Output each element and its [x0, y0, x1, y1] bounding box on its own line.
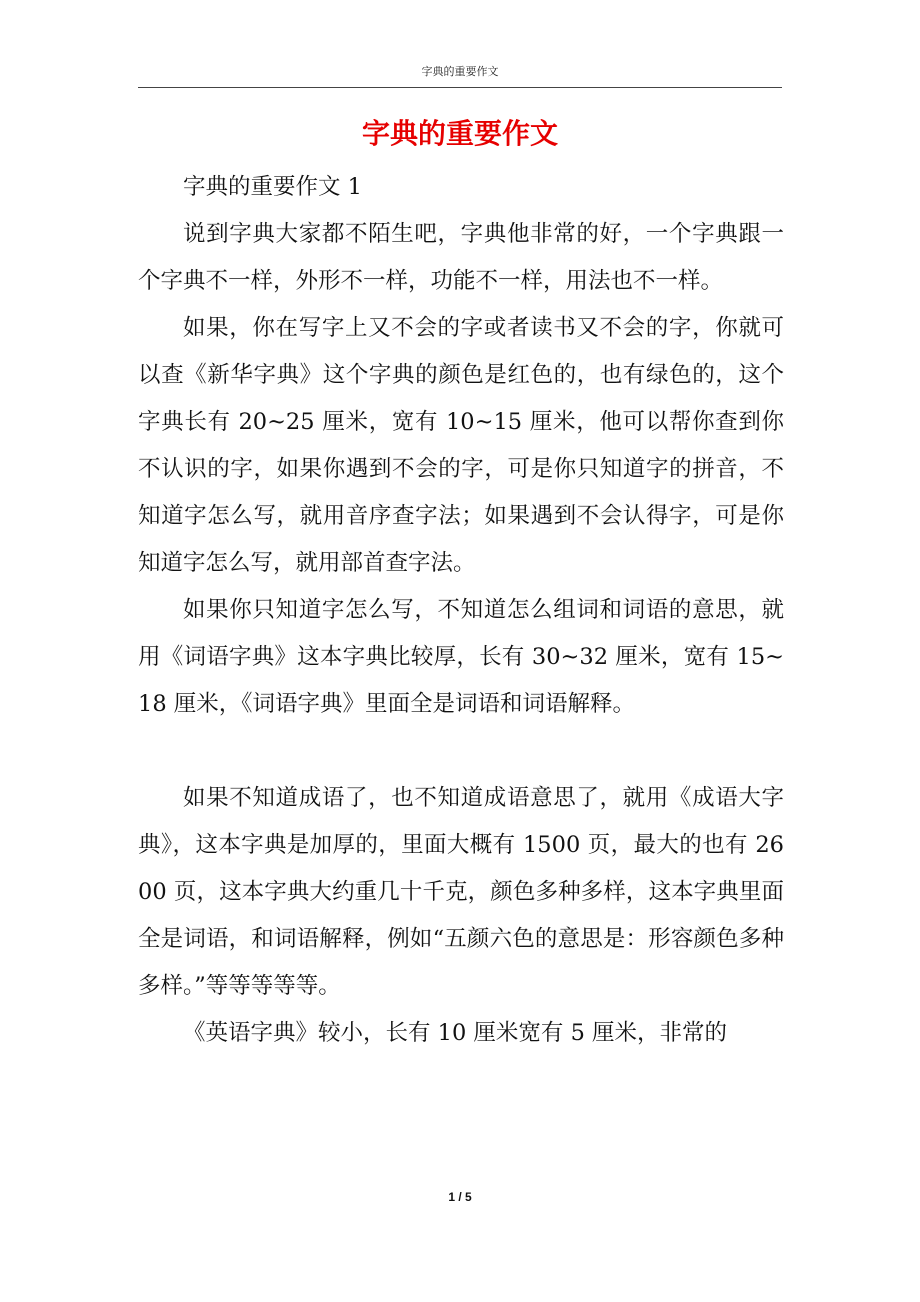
paragraph-3: 如果你只知道字怎么写，不知道怎么组词和词语的意思，就用《词语字典》这本字典比较厚，长有 30~32 厘米，宽有 15~18 厘米，《词语字典》里面全是词语和词语解释。	[138, 597, 784, 717]
paragraph-5: 《英语字典》较小，长有 10 厘米宽有 5 厘米，非常的	[183, 1020, 728, 1046]
document-title: 字典的重要作文	[361, 117, 558, 150]
page-header: 字典的重要作文	[421, 65, 499, 78]
page-number: 1 / 5	[448, 1190, 472, 1204]
document-body	[138, 164, 784, 1057]
paragraph-1: 说到字典大家都不陌生吧，字典他非常的好，一个字典跟一个字典不一样，外形不一样，功能不一样，用法也不一样。	[138, 221, 784, 294]
paragraph-2: 如果，你在写字上又不会的字或者读书又不会的字，你就可以查《新华字典》这个字典的颜色是红色的，也有绿色的，这个字典长有 20~25 厘米，宽有 10~15 厘米，他可以帮你查到你不认识的字，如果你遇到不会的字，可是你只知道字的拼音，不知道字怎么写，就用音序查字法；如果遇到不会认得字，可是你知道字怎么写，就用部首查字法。	[138, 315, 784, 576]
header-divider	[138, 87, 782, 88]
paragraph-4: 如果不知道成语了，也不知道成语意思了，就用《成语大字典》，这本字典是加厚的，里面大概有 1500 页，最大的也有 2600 页，这本字典大约重几十千克，颜色多种多样，这本字典里面全是词语，和词语解释，例如“五颜六色的意思是：形容颜色多种多样。”等等等等等。	[138, 785, 784, 999]
document-subtitle: 字典的重要作文 1	[183, 174, 362, 200]
